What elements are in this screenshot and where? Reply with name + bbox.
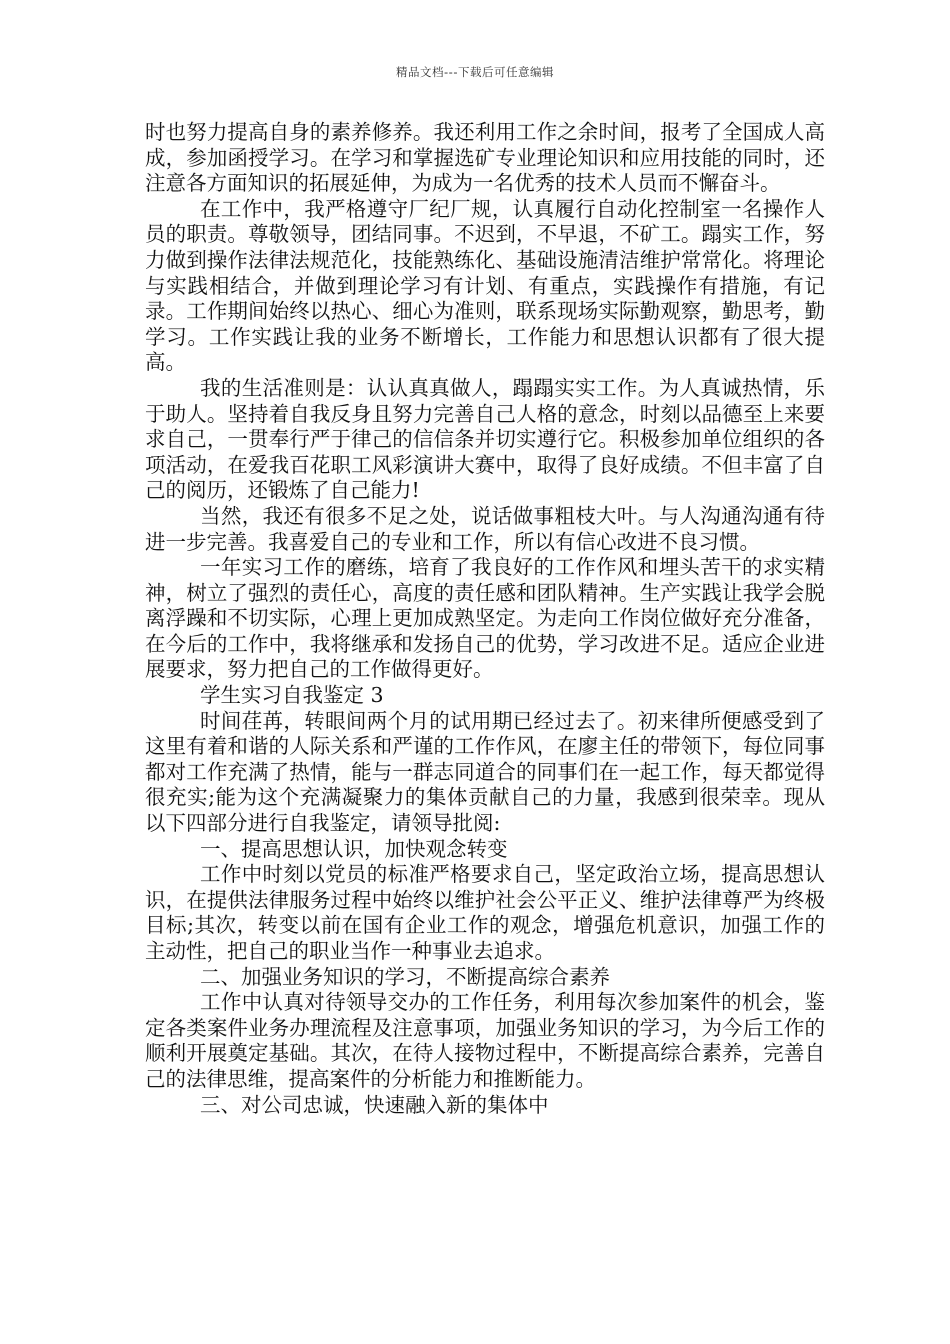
paragraph: 我的生活准则是：认认真真做人，蹋蹋实实工作。为人真诚热情，乐于助人。坚持着自我反身且努力完善自己人格的意念，时刻以品德至上来要求自己，一贯奉行严于律己的信信条并切实遵行它。积极参加单位组织的各项活动，在爱我百花职工风彩演讲大赛中，取得了良好成绩。不但丰富了自己的阅历，还锻炼了自己能力! bbox=[145, 375, 825, 503]
page-header: 精品文档---下载后可任意编辑 bbox=[396, 65, 554, 79]
paragraph: 时间荏苒，转眼间两个月的试用期已经过去了。初来律所便感受到了这里有着和谐的人际关系和严谨的工作作风，在廖主任的带领下，每位同事都对工作充满了热情，能与一群志同道合的同事们在一起工作，每天都觉得很充实;能为这个充满凝聚力的集体贡献自己的力量，我感到很荣幸。现从以下四部分进行自我鉴定，请领导批阅: bbox=[145, 708, 825, 836]
paragraph: 一年实习工作的磨练，培育了我良好的工作作风和埋头苦干的求实精神，树立了强烈的责任心，高度的责任感和团队精神。生产实践让我学会脱离浮躁和不切实际，心理上更加成熟坚定。为走向工作岗位做好充分准备，在今后的工作中，我将继承和发扬自己的优势，学习改进不足。适应企业进展要求，努力把自己的工作做得更好。 bbox=[145, 555, 825, 682]
paragraph: 时也努力提高自身的素养修养。我还利用工作之余时间，报考了全国成人高成，参加函授学习。在学习和掌握选矿专业理论知识和应用技能的同时，还注意各方面知识的拓展延伸，为成为一名优秀的技术人员而不懈奋斗。 bbox=[145, 120, 825, 196]
section-heading: 二、加强业务知识的学习，不断提高综合素养 bbox=[200, 964, 610, 989]
paragraph: 在工作中，我严格遵守厂纪厂规，认真履行自动化控制室一名操作人员的职责。尊敬领导，团结同事。不迟到，不早退，不矿工。蹋实工作，努力做到操作法律法规范化，技能熟练化、基础设施清洁维护常常化。将理论与实践相结合，并做到理论学习有计划、有重点，实践操作有措施，有记录。工作期间始终以热心、细心为准则，联系现场实际勤观察，勤思考，勤学习。工作实践让我的业务不断增长，工作能力和思想认识都有了很大提高。 bbox=[145, 196, 825, 375]
paragraph: 工作中时刻以党员的标准严格要求自己，坚定政治立场，提高思想认识，在提供法律服务过程中始终以维护社会公平正义、维护法律尊严为终极目标;其次，转变以前在国有企业工作的观念，增强危机意识，加强工作的主动性，把自己的职业当作一种事业去追求。 bbox=[145, 862, 825, 963]
section-title: 学生实习自我鉴定 3 bbox=[200, 683, 384, 708]
section-heading: 一、提高思想认识，加快观念转变 bbox=[200, 836, 508, 861]
document-body bbox=[145, 120, 825, 1118]
section-heading: 三、对公司忠诚，快速融入新的集体中 bbox=[200, 1092, 549, 1117]
paragraph: 工作中认真对待领导交办的工作任务，利用每次参加案件的机会，鉴定各类案件业务办理流程及注意事项，加强业务知识的学习，为今后工作的顺利开展奠定基础。其次，在待人接物过程中，不断提高综合素养，完善自己的法律思维，提高案件的分析能力和推断能力。 bbox=[145, 990, 825, 1091]
paragraph: 当然，我还有很多不足之处，说话做事粗枝大叶。与人沟通沟通有待进一步完善。我喜爱自己的专业和工作，所以有信心改进不良习惯。 bbox=[145, 503, 825, 554]
